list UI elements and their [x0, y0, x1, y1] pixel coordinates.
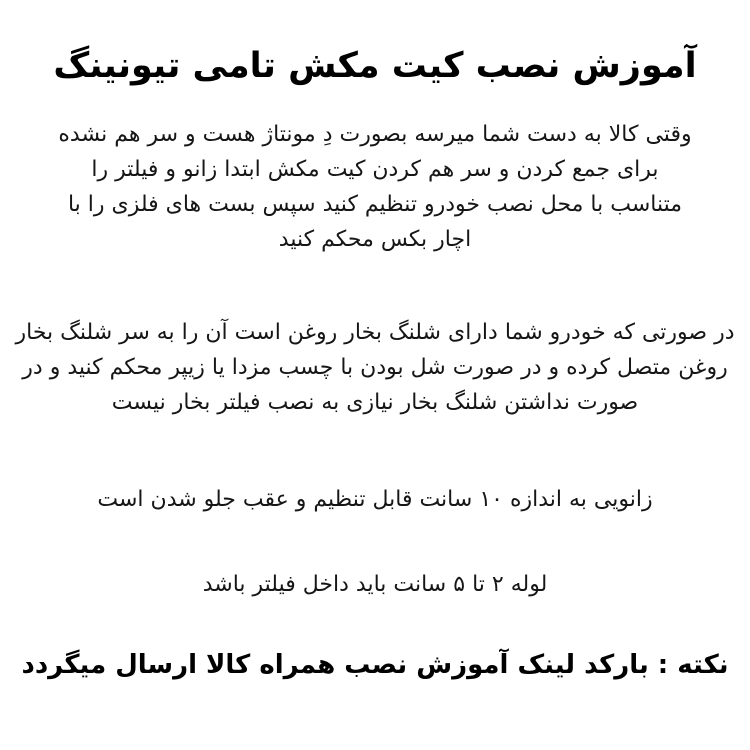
paragraph-line: صورت نداشتن شلنگ بخار نیازی به نصب فیلتر بخار نیست: [111, 390, 639, 415]
page-title: آموزش نصب کیت مکش تامی تیونینگ: [53, 46, 697, 86]
pipe-depth-line: لوله ۲ تا ۵ سانت باید داخل فیلتر باشد: [202, 572, 548, 597]
paragraph-line: متناسب با محل نصب خودرو تنظیم کنید سپس بست های فلزی را با: [67, 192, 683, 217]
paragraph-line: در صورتی که خودرو شما دارای شلنگ بخار روغن است آن را به سر شلنگ بخار: [15, 320, 735, 345]
barcode-note-line: نکته : بارکد لینک آموزش نصب همراه کالا ارسال میگردد: [21, 650, 729, 680]
paragraph-line: برای جمع کردن و سر هم کردن کیت مکش ابتدا زانو و فیلتر را: [91, 157, 659, 182]
elbow-adjustment-line: زانویی به اندازه ۱۰ سانت قابل تنظیم و عقب جلو شدن است: [97, 487, 653, 512]
assembly-instructions-paragraph: [0, 117, 750, 257]
paragraph-line: روغن متصل کرده و در صورت شل بودن با چسب مزدا یا زیپر محکم کنید و در: [22, 355, 728, 380]
vapor-hose-paragraph: [0, 315, 750, 420]
paragraph-line: اچار بکس محکم کنید: [278, 227, 472, 252]
paragraph-line: وقتی کالا به دست شما میرسه بصورت دِ مونتاژ هست و سر هم نشده: [58, 122, 692, 147]
